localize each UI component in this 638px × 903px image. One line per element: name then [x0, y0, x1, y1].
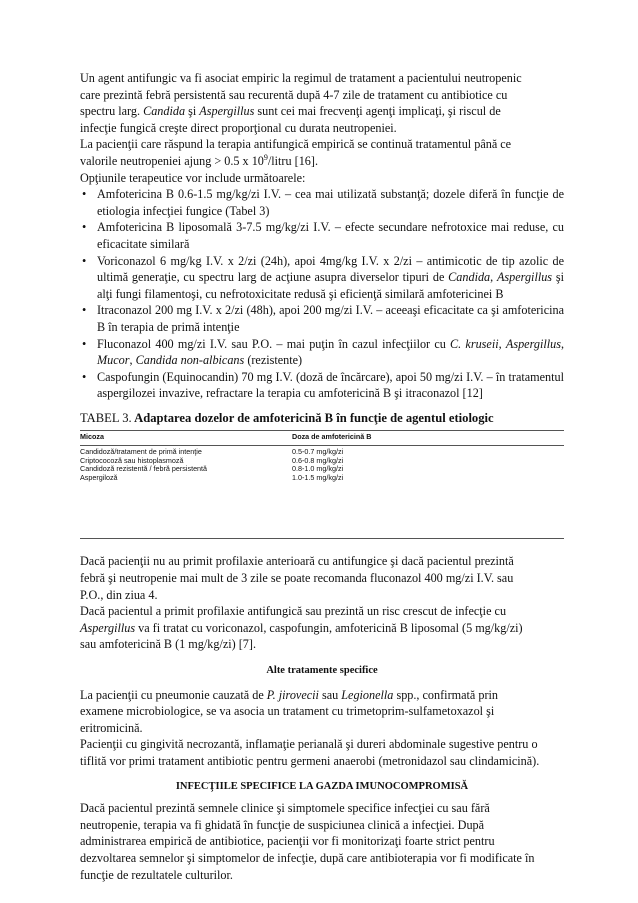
list-item-text: Itraconazol 200 mg I.V. x 2/zi (48h), apoi 200 mg/zi I.V. – aceeaşi eficacitate ca şi amfotericina B în terapia de primă intenţie [97, 303, 564, 334]
italic-term: Legionella [341, 687, 394, 702]
spacer [80, 539, 564, 553]
text-line: valorile neutropeniei ajung > 0.5 x 10 [80, 153, 264, 168]
list-item-text: , [490, 270, 497, 285]
italic-term: Candida [143, 104, 186, 119]
cell-mycosis: Candidoză/tratament de primă intenţie [80, 447, 202, 457]
list-item-text: Amfotericina B liposomală 3-7.5 mg/kg/zi I.V. – efecte secundare nefrotoxice mai reduse, cu eficacitate similară [97, 220, 564, 251]
list-item-text: , [560, 336, 564, 351]
list-item-text: Voriconazol 6 mg/kg I.V. x 2/zi (24h), apoi 4mg/kg I.V. x 2/zi – antimicotic de tip azolic de ultimă generaţie, cu spectru larg de acţiune asupra diverselor tipuri de [97, 253, 564, 285]
list-item [80, 186, 564, 219]
text-line: eritromicină. [80, 720, 143, 735]
list-item [80, 369, 564, 402]
cell-mycosis: Candidoză rezistentă / febră persistentă [80, 464, 208, 474]
text-line: spectru larg. [80, 104, 144, 119]
text-line: sunt cei mai frecvenţi agenţi implicaţi, şi riscul de [254, 104, 501, 119]
superscript: 9 [263, 152, 268, 162]
list-item [80, 253, 564, 303]
table-caption [80, 410, 564, 427]
text-line: neutropenie, terapia va fi ghidată în funcţie de suspiciunea clinică a infecţiei. După [80, 817, 485, 832]
cell-dose: 0.8-1.0 mg/kg/zi [292, 464, 344, 474]
text-line: va fi tratat cu voriconazol, caspofungin, amfotericină B liposomal (5 mg/kg/zi) [135, 620, 523, 635]
text-line: tiflită vor primi tratament antibiotic pentru germeni anaerobi (metronidazol sau clindamicină). [80, 753, 540, 768]
italic-term: Aspergillus [505, 336, 561, 351]
text-line: Un agent antifungic va fi asociat empiric la regimul de tratament a pacientului neutropenic [80, 71, 522, 85]
text-line: care prezintă febră persistentă sau recurentă după 4-7 zile de tratament cu antibiotice cu [80, 87, 508, 102]
italic-term: C. kruseii [450, 336, 499, 351]
text-line: funcţie de rezultatele culturilor. [80, 867, 233, 882]
options-intro: Opţiunile terapeutice vor include următoarele: [80, 170, 306, 185]
document-page [80, 70, 564, 883]
section-heading: INFECŢIILE SPECIFICE LA GAZDA IMUNOCOMPROMISĂ [175, 780, 469, 792]
paragraph-pneumonia [80, 687, 564, 737]
list-item-text: Fluconazol 400 mg/zi I.V. sau P.O. – mai puţin în cazul infecţiilor cu [97, 336, 451, 351]
paragraph-fluconazole [80, 553, 564, 603]
paragraph-antifungal-intro [80, 70, 564, 136]
italic-term: Aspergillus [496, 270, 553, 285]
paragraph-prophylaxis [80, 603, 564, 653]
cell-mycosis: Criptococoză sau histoplasmoză [80, 455, 184, 465]
list-item-text: , [498, 336, 506, 351]
text-line: febră şi neutropenie mai mult de 3 zile se poate recomanda fluconazol 400 mg/zi I.V. sau [80, 571, 514, 586]
text-line: La pacienţii cu pneumonie cauzată de [80, 687, 267, 702]
text-line: şi [185, 104, 200, 119]
list-item [80, 336, 564, 369]
text-line: Pacienţii cu gingivită necrozantă, inflamaţie perianală şi dureri abdominale sugestive pentru o [80, 737, 538, 752]
table-header-row [80, 431, 564, 446]
header-dose: Doza de amfotericină B [292, 432, 372, 442]
list-item [80, 219, 564, 252]
cell-dose: 0.5-0.7 mg/kg/zi [292, 447, 344, 457]
text-line: Dacă pacienţii nu au primit profilaxie anterioară cu antifungice şi dacă pacientul prezintă [80, 554, 514, 569]
text-line: examene microbiologice, se va asocia un tratament cu trimetoprim-sulfametoxazol şi [80, 704, 495, 719]
text-line: Dacă pacientul prezintă semnele clinice şi simptomele specifice infecţiei cu sau fără [80, 801, 490, 816]
text-line: Dacă pacientul a primit profilaxie antifungică sau prezintă un risc crescut de infecţie cu [80, 604, 507, 619]
list-item-text: (rezistente) [244, 353, 303, 368]
text-line: /litru [16]. [267, 153, 318, 168]
list-item-text: , [129, 353, 136, 368]
text-line: spp., confirmată prin [393, 687, 498, 702]
text-line: La pacienţii care răspund la terapia antifungică empirică se continuă tratamentul până ce [80, 137, 512, 152]
italic-term: Aspergillus [80, 620, 136, 635]
list-item [80, 302, 564, 335]
list-item-text: Amfotericina B 0.6-1.5 mg/kg/zi I.V. – cea mai utilizată substanţă; dozele diferă în funcţie de etiologia infecţiei fungice (Tabel 3) [97, 187, 564, 218]
text-line: infecţie fungică creşte direct proporţional cu durata neutropeniei. [80, 120, 397, 135]
paragraph-immunocompromised [80, 800, 564, 883]
table-row [80, 474, 564, 483]
italic-term: Aspergillus [199, 104, 255, 119]
section-heading: Alte tratamente specifice [266, 665, 378, 676]
cell-dose: 0.6-0.8 mg/kg/zi [292, 455, 344, 465]
text-line: dezvoltarea semnelor şi simptomelor de infecţie, după care antibioterapia vor fi modificate în [80, 850, 535, 865]
italic-term: Candida non-albicans [135, 353, 245, 368]
paragraph-gingivitis [80, 736, 564, 769]
table-title: Adaptarea dozelor de amfotericină B în funcţie de agentul etiologic [131, 410, 494, 425]
list-item-text: şi alţi fungi filamentoşi, cu nefrotoxicitate redusă şi eficienţă similară amfotericinei B [97, 270, 564, 301]
therapy-options-list [80, 186, 564, 402]
text-line: P.O., din ziua 4. [80, 587, 158, 602]
header-mycosis: Micoza [80, 432, 104, 442]
italic-term: Mucor [97, 353, 130, 368]
text-line: sau amfotericină B (1 mg/kg/zi) [7]. [80, 637, 256, 652]
italic-term: Candida [448, 270, 491, 285]
italic-term: P. jirovecii [266, 687, 319, 702]
cell-dose: 1.0-1.5 mg/kg/zi [292, 472, 344, 482]
list-item-text: Caspofungin (Equinocandin) 70 mg I.V. (doză de încărcare), apoi 50 mg/zi I.V. – în tratamentul aspergilozei invazive, refractare la terapia cu amfotericină B şi itraconazol [12] [97, 369, 564, 401]
table-label: TABEL 3. [80, 410, 132, 425]
paragraph-continuation [80, 136, 564, 169]
text-line: administrarea empirică de antibiotice, pacienţii vor fi monitorizaţi foarte strict pentru [80, 834, 495, 849]
dose-table [80, 430, 564, 539]
cell-mycosis: Aspergiloză [80, 472, 118, 482]
text-line: sau [318, 687, 342, 702]
